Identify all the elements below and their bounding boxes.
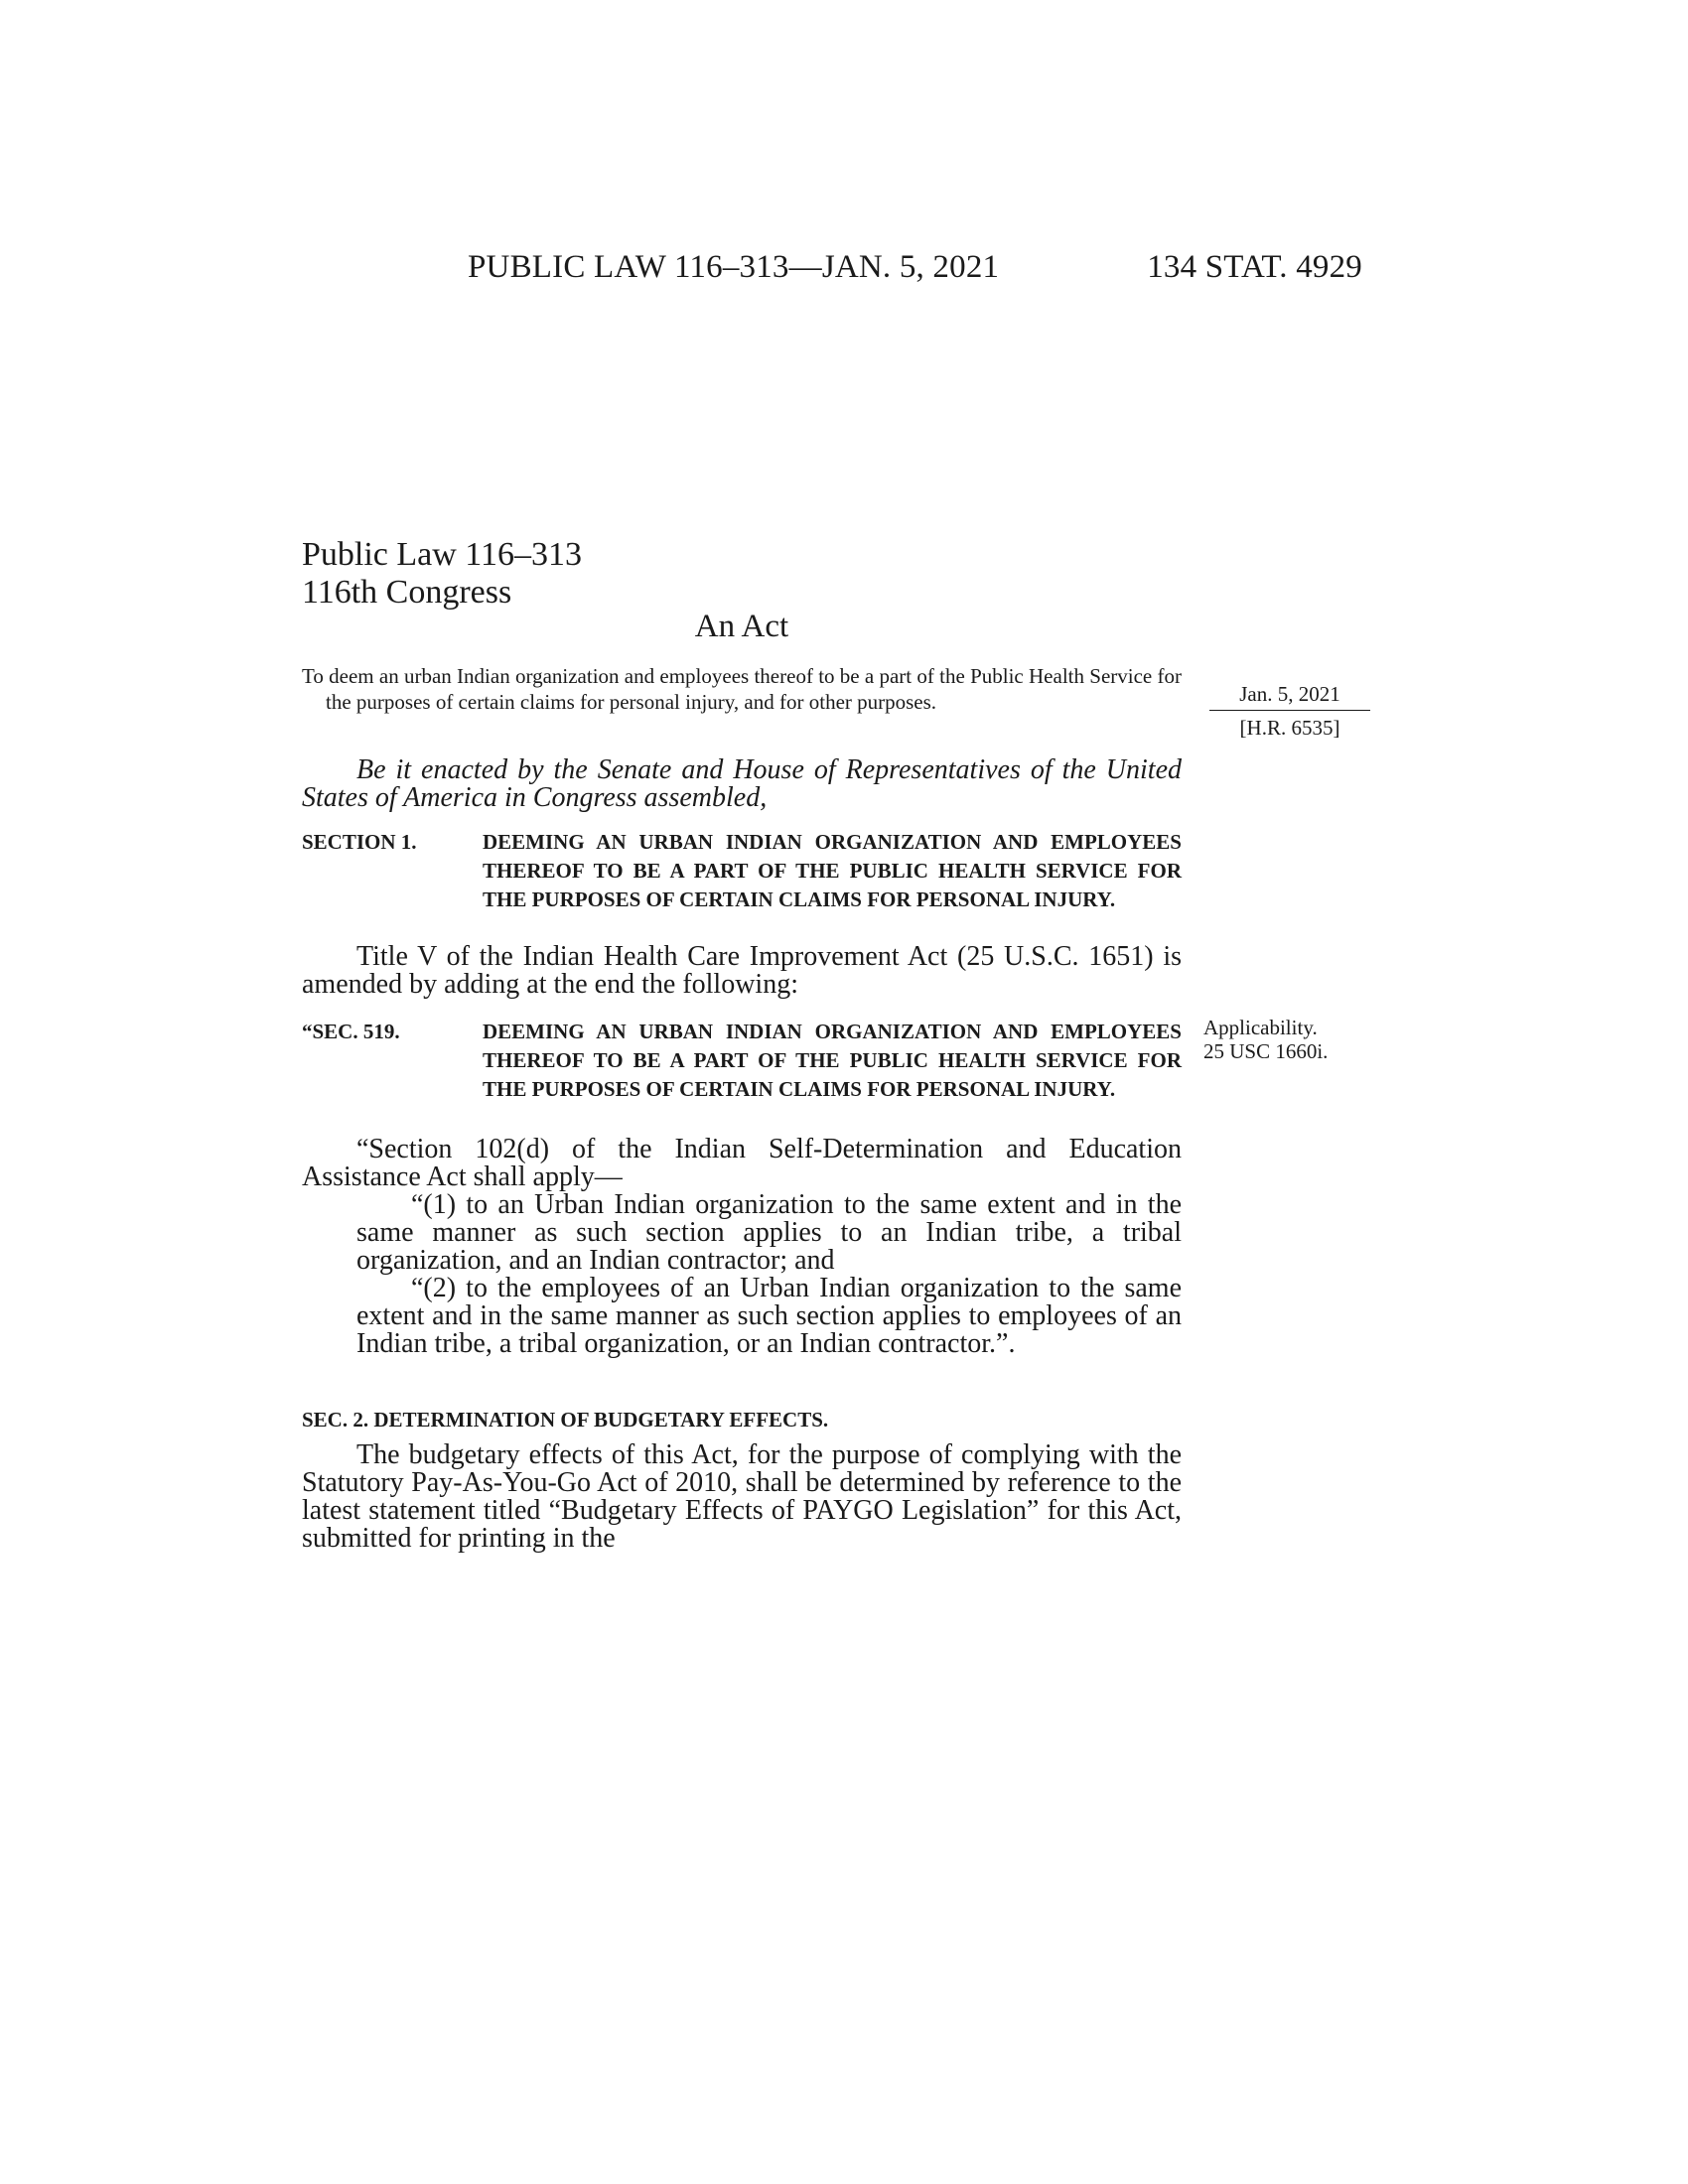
section-519-title: DEEMING AN URBAN INDIAN ORGANIZATION AND EMPLOYEES THEREOF TO BE A PART OF THE PUBLIC HEALTH SERVICE FOR THE PURPOSES OF CERTAIN CLAIMS FOR PERSONAL INJURY. — [483, 1020, 1182, 1101]
page-stat-citation: 134 STAT. 4929 — [1147, 249, 1362, 285]
margin-note-applicability: Applicability. — [1203, 1016, 1318, 1039]
paragraph-2: “(2) to the employees of an Urban Indian organization to the same extent and in the same manner as such section applies to employees of an Indian tribe, a tribal organization, or an Indian contractor.”. — [356, 1273, 1182, 1359]
congress-label: 116th Congress — [302, 574, 512, 611]
running-head-left: PUBLIC LAW 116–313—JAN. 5, 2021 — [468, 249, 1000, 285]
paragraph-1: “(1) to an Urban Indian organization to the same extent and in the same manner as such section applies to an Indian tribe, a tribal organization, and an Indian contractor; and — [356, 1189, 1182, 1276]
section-519-label: “SEC. 519. — [302, 1020, 400, 1043]
margin-note-date: Jan. 5, 2021 — [1209, 681, 1370, 711]
section-1-title: DEEMING AN URBAN INDIAN ORGANIZATION AND EMPLOYEES THEREOF TO BE A PART OF THE PUBLIC HEALTH SERVICE FOR THE PURPOSES OF CERTAIN CLAIMS FOR PERSONAL INJURY. — [483, 830, 1182, 911]
section-1-label: SECTION 1. — [302, 830, 417, 854]
section-519-heading — [302, 1018, 1182, 1104]
section-1-text: Title V of the Indian Health Care Improvement Act (25 U.S.C. 1651) is amended by adding at the end the following: — [302, 941, 1182, 1000]
section-2-heading: SEC. 2. DETERMINATION OF BUDGETARY EFFECTS. — [302, 1408, 829, 1432]
section-2-text: The budgetary effects of this Act, for the purpose of complying with the Statutory Pay-As-You-Go Act of 2010, shall be determined by reference to the latest statement titled “Budgetary Effects of PAYGO Legislation” for this Act, submitted for printing in the — [302, 1439, 1182, 1554]
law-number: Public Law 116–313 — [302, 536, 583, 573]
section-519-intro: “Section 102(d) of the Indian Self-Determination and Education Assistance Act shall apply— — [302, 1134, 1182, 1192]
margin-note-usc: 25 USC 1660i. — [1203, 1039, 1329, 1063]
enacting-clause: Be it enacted by the Senate and House of Representatives of the United States of America in Congress assembled, — [302, 754, 1182, 813]
act-heading: An Act — [694, 609, 789, 644]
margin-note-bill: [H.R. 6535] — [1239, 716, 1340, 740]
long-title: To deem an urban Indian organization and employees thereof to be a part of the Public Health Service for the purposes of certain claims for personal injury, and for other purposes. — [302, 664, 1182, 714]
section-1-heading — [302, 828, 1182, 914]
